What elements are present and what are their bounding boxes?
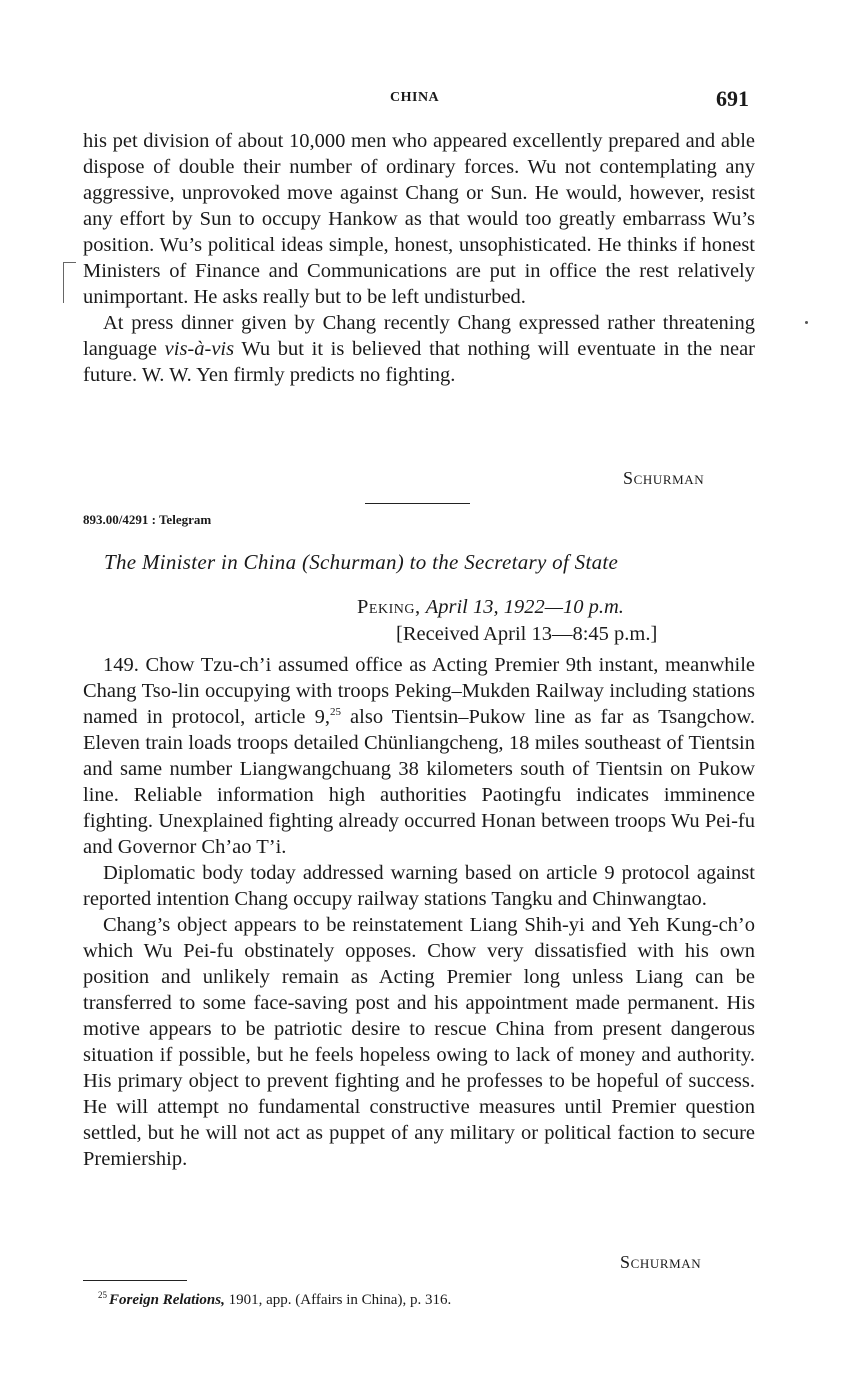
continuation-paragraph: his pet division of about 10,000 men who appeared excellently prepared and able dispose of double their number of ordinary forces. Wu not contemplating any aggressive, unprovoked move against Chang or Sun. He would, however, resist any effort by Sun to occupy Hankow as that would too greatly embarrass Wu’s position. Wu’s political ideas simple, honest, unsophisticated. He thinks if honest Ministers of Finance and Communications are put in office the rest relatively unimportant. He asks really but to be left undisturbed. <box>83 130 755 308</box>
signature-schurman-1: Schurman <box>623 468 705 488</box>
received-line: [Received April 13—8:45 p.m.] <box>396 623 658 645</box>
telegram-paragraph-3: Chang’s object appears to be reinstatement Liang Shih-yi and Yeh Kung-ch’o which Wu Pei-fu obstinately opposes. Chow very dissatisfied with his own position and unlikely remain as Acting Premier long unless Liang can be transferred to some face-saving post and his appointment made permanent. His motive appears to be patriotic desire to rescue China from present dangerous situation if possible, but he feels hopeless owing to lack of money and authority. His primary object to prevent fighting and he professes to be hopeful of success. He will attempt no fundamental constructive measures until Premier question settled, but he will not act as puppet of any military or political faction to secure Premiership. <box>83 914 755 1170</box>
running-title: CHINA <box>390 90 440 105</box>
telegram-paragraph-1 <box>83 652 755 860</box>
telegram-continuation <box>83 128 755 388</box>
margin-dot-mark <box>805 321 808 324</box>
dateline-place: Peking, <box>357 596 421 618</box>
footnote-source-details: 1901, app. (Affairs in China), p. 316. <box>228 1292 452 1308</box>
footnote-mark: 25 <box>98 1290 107 1300</box>
press-dinner-text-end: Wu but it is believed that nothing will eventuate in the near future. W. W. Yen firmly predicts no fighting. <box>83 338 755 386</box>
footnote-rule <box>83 1280 187 1281</box>
running-header <box>0 86 853 116</box>
paragraph-1-text-cont: also Tientsin–Pukow line as far as Tsangchow. Eleven train loads troops detailed Chünliangcheng, 18 miles southeast of Tientsin and same number Liangwangchuang 38 kilometers south of Tientsin on Pukow line. Reliable information high authorities Paotingfu indicates imminence fighting. Unexplained fighting already occurred Honan between troops Wu Pei-fu and Governor Ch’ao T’i. <box>83 706 756 858</box>
document-title: The Minister in China (Schurman) to the Secretary of State <box>104 550 619 574</box>
telegram-paragraph-2: Diplomatic body today addressed warning based on article 9 protocol against reported intention Chang occupy railway stations Tangku and Chinwangtao. <box>83 862 755 910</box>
section-divider <box>365 503 470 504</box>
margin-bracket-mark <box>63 262 76 303</box>
dateline <box>357 596 624 619</box>
footnote-reference-25: 25 <box>329 706 341 719</box>
footnote-source-title: Foreign Relations, <box>109 1292 225 1308</box>
telegram-149 <box>83 652 755 1172</box>
vis-a-vis-term: vis-à-vis <box>164 338 235 360</box>
signature-schurman-2: Schurman <box>620 1252 702 1272</box>
file-reference: 893.00/4291 : Telegram <box>83 512 212 527</box>
dateline-date: April 13, 1922—10 p.m. <box>425 596 624 618</box>
press-dinner-paragraph <box>83 310 755 388</box>
footnote-25 <box>98 1290 451 1309</box>
press-dinner-text-start: At press dinner given by Chang recently Chang expressed rather threatening language <box>83 312 755 360</box>
paragraph-1-text: 149. Chow Tzu-ch’i assumed office as Acting Premier 9th instant, meanwhile Chang Tso-lin occupying with troops Peking–Mukden Railway including stations named in protocol, article 9, <box>83 654 755 728</box>
page-number: 691 <box>716 86 749 111</box>
